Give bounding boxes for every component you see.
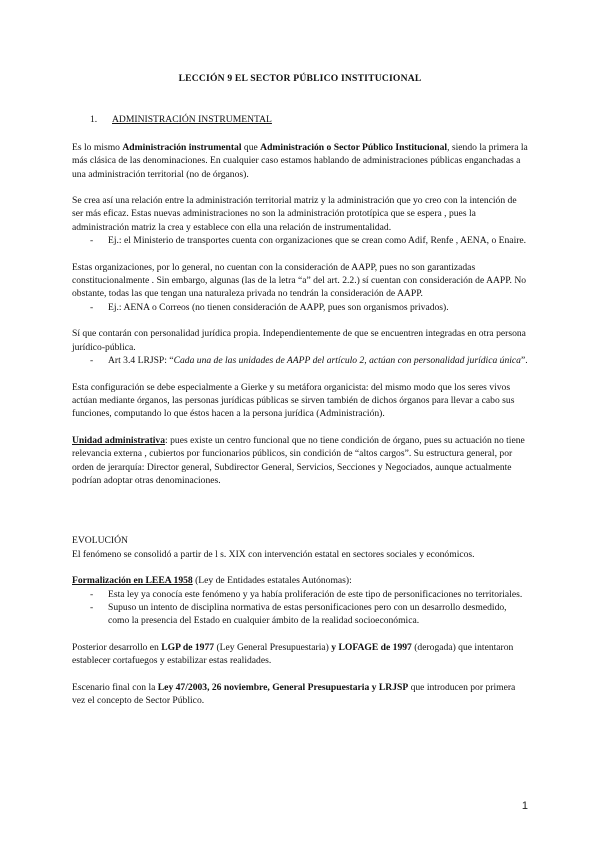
paragraph-organizations: Estas organizaciones, por lo general, no cuentan con la consideración de AAPP, pues no son garantizadas constitucionalmente . Sin embargo, algunas (las de la letra “a” del art. 2.2.) sí cuentan con consideración de AAPP. No obstante, todas las que tengan una naturaleza privada no tendrán la consideración de AAPP.: [72, 261, 527, 300]
bold-term: Administración instrumental: [122, 141, 242, 153]
list-item-text: Ej.: AENA o Correos (no tienen consideración de AAPP, pues son organismos privados).: [108, 301, 449, 313]
paragraph-unidad: [72, 434, 528, 488]
text-run: (Ley de Entidades estatales Autónomas):: [192, 575, 352, 587]
evolution-heading: EVOLUCIÓN: [72, 535, 128, 547]
page-number: 1: [521, 800, 528, 812]
page-content: [72, 72, 528, 720]
bold-term: Unidad administrativa: [72, 434, 166, 446]
list-item-text: Esta ley ya conocía este fenómeno y ya había proliferación de este tipo de personificaciones no territoriales.: [108, 588, 523, 600]
paragraph-gierke: Esta configuración se debe especialmente a Gierke y su metáfora organicista: del mismo modo que los seres vivos actúan mediante órganos, las personas jurídicas públicas se sirven también de dichos órganos para llevar a cabo sus funciones, computando lo que éstos hacen a la persona jurídica (Administración).: [72, 381, 515, 420]
paragraph-personality: Sí que contarán con personalidad jurídica propia. Independientemente de que se encuentren integradas en otra persona jurídico-pública.: [72, 328, 526, 353]
section-heading-text: ADMINISTRACIÓN INSTRUMENTAL: [112, 114, 272, 126]
bullet-dash: -: [90, 301, 94, 313]
text-run: Escenario final con la: [72, 681, 158, 693]
paragraph-later-development: [72, 641, 528, 668]
paragraph-final-scenario: [72, 681, 528, 708]
bullet-dash: -: [90, 588, 94, 600]
text-run: ”.: [520, 355, 528, 367]
paragraph-definition: [72, 141, 528, 181]
text-run: Es lo mismo: [72, 141, 123, 153]
text-run: , siendo la primera la más clásica de las denominaciones. En cualquier caso estamos hablando de administraciones públicas enganchadas a una administración territorial (no de órganos).: [72, 141, 528, 180]
text-run: (Ley General Presupuestaria): [214, 641, 332, 653]
page-title: LECCIÓN 9 EL SECTOR PÚBLICO INSTITUCIONAL: [178, 73, 422, 84]
bold-term: Ley 47/2003, 26 noviembre, General Presupuestaria y LRJSP: [157, 681, 409, 693]
bold-term: LGP de 1977: [161, 641, 215, 653]
bullet-dash: -: [90, 355, 94, 367]
bold-term: Formalización en LEEA 1958: [72, 575, 193, 587]
list-item-text: Supuso un intento de disciplina normativa de estas personificaciones pero con un desarrollo desmedido, como la presencia del Estado en cualquier ámbito de la realidad socioeconómica.: [108, 601, 507, 627]
spacer: [72, 500, 528, 534]
text-run: (derogada) que intentaron establecer cortafuegos y estabilizar estas realidades.: [72, 641, 514, 667]
list-item: [90, 601, 528, 628]
text-run: Posterior desarrollo en: [72, 641, 162, 653]
list-item-text: [108, 354, 528, 367]
text-run: : pues existe un centro funcional que no tiene condición de órgano, pues su actuación no tiene relevancia externa , cubiertos por funcionarios públicos, sin condición de “altos cargos”. Su estructura general, por orden de jerarquía: Director general, Subdirector General, Servicios, Secciones y Negociados, aunque actualmente podrían adoptar otras denominaciones.: [72, 434, 525, 486]
bullet-dash: -: [90, 601, 94, 613]
text-run: Art 3.4 LRJSP: “: [108, 355, 174, 367]
bullet-dash: -: [90, 235, 94, 247]
bold-term: y LOFAGE de 1997: [331, 641, 412, 653]
section-heading: [72, 113, 528, 126]
list-item: [90, 234, 528, 247]
paragraph-relation: Se crea así una relación entre la administración territorial matriz y la administración que yo creo con la intención de ser más eficaz. Estas nuevas administraciones no son la administración prototípica que se espera , pues la administración matriz la crea y establece con ella una relación de instrumentalidad.: [72, 195, 517, 233]
bold-term: Administración o Sector Público Institucional: [260, 141, 448, 153]
list-item: [90, 301, 528, 314]
list-item: [90, 354, 528, 367]
evolution-intro: El fenómeno se consolidó a partir de l s. XIX con intervención estatal en sectores sociales y económicos.: [72, 548, 475, 560]
italic-quote: Cada una de las unidades de AAPP del artículo 2, actúan con personalidad jurídica única: [173, 355, 521, 367]
list-item-text: Ej.: el Ministerio de transportes cuenta con organizaciones que se crean como Adif, Renfe , AENA, o Enaire.: [108, 235, 527, 247]
text-run: que introducen por primera vez el concepto de Sector Público.: [72, 681, 516, 706]
section-number: 1.: [90, 114, 98, 126]
text-run: que: [241, 141, 261, 153]
formalization-line: [72, 574, 528, 587]
list-item: [90, 588, 528, 601]
